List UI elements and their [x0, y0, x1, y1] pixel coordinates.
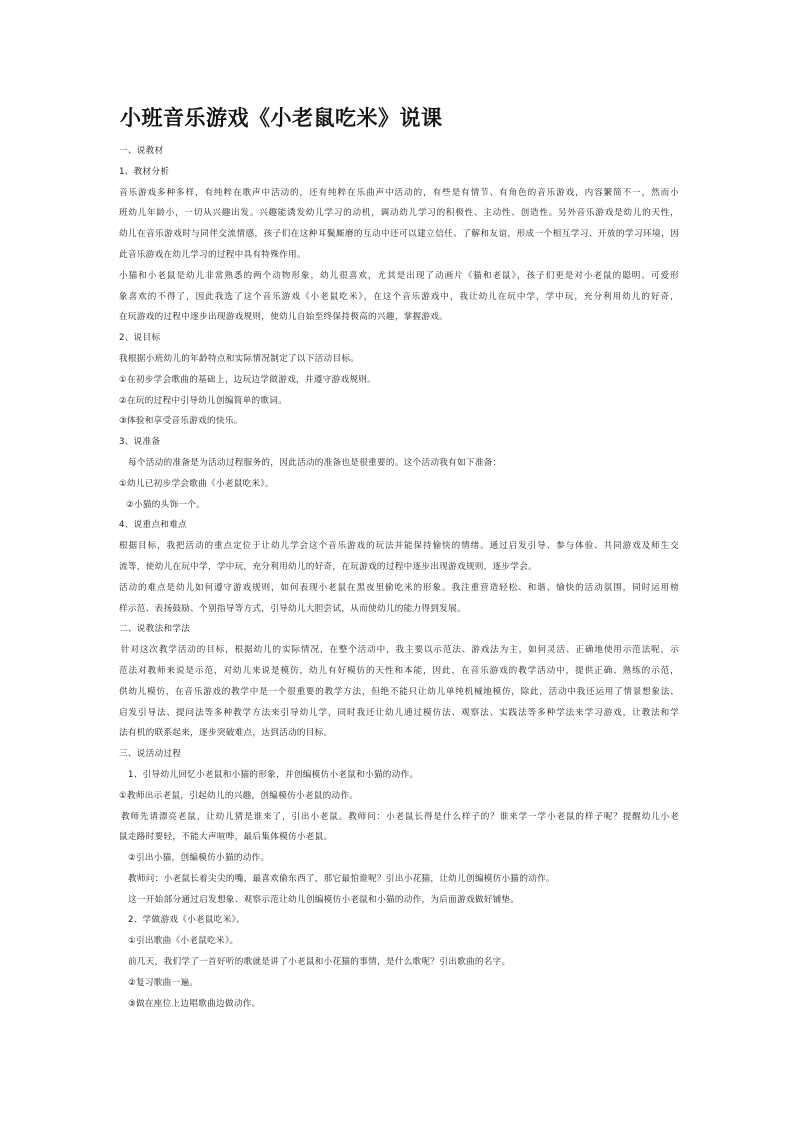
paragraph-line: 班幼儿年龄小，一切从兴趣出发。兴趣能诱发幼儿学习的动机，调动幼儿学习的积极性、主动性、创造性。另外音乐游戏是幼儿的天性， [119, 208, 679, 219]
paragraph-line: 音乐游戏多种多样，有纯粹在歌声中活动的，还有纯粹在乐曲声中活动的，有些是有情节、有角色的音乐游戏，内容繁简不一，然而小 [119, 187, 679, 198]
subsection-heading: 2、说目标 [119, 333, 161, 344]
paragraph-line: 幼儿在音乐游戏时与同伴交流情感，孩子们在这种耳鬓厮磨的互动中还可以建立信任、了解和友谊，形成一个相互学习、开放的学习环境，因 [119, 229, 679, 240]
paragraph-line: 样示范、表扬鼓励、个别指导等方式，引导幼儿大胆尝试，从而使幼儿的能力得到发展。 [119, 603, 466, 614]
paragraph-line: 1、引导幼儿回忆小老鼠和小猫的形象，并创编模仿小老鼠和小猫的动作。 [128, 769, 419, 780]
document-title: 小班音乐游戏《小老鼠吃米》说课 [120, 105, 443, 130]
paragraph-line: 根据目标，我把活动的重点定位于让幼儿学会这个音乐游戏的玩法并能保持愉快的情绪。通过启发引导、参与体验、共同游戏及师生交 [119, 541, 679, 552]
list-item: ②引出小猫，创编模仿小猫的动作。 [128, 853, 270, 864]
list-item: ③做在座位上边唱歌曲边做动作。 [128, 998, 261, 1009]
paragraph-line: 每个活动的准备是为活动过程服务的，因此活动的准备也是很重要的。这个活动我有如下准备： [128, 457, 502, 468]
paragraph-line: 启发引导法、提问法等多种教学方法来引导幼儿学，同时我还让幼儿通过模仿法、观察法、实践法等多种学法来学习游戏，让教法和学 [119, 707, 679, 718]
paragraph-line: 小猫和小老鼠是幼儿非常熟悉的两个动物形象，幼儿很喜欢，尤其是出现了动画片《猫和老鼠》，孩子们更是对小老鼠的聪明、可爱形 [119, 270, 679, 281]
paragraph-line: 这一开始部分通过启发想象、观察示范让幼儿创编模仿小老鼠和小猫的动作，为后面游戏做好铺垫。 [128, 894, 520, 905]
list-item: ②复习歌曲一遍。 [128, 977, 199, 988]
list-item: ①在初步学会歌曲的基础上，边玩边学做游戏，并遵守游戏规则。 [119, 374, 377, 385]
paragraph-line: 象喜欢的不得了，因此我选了这个音乐游戏《小老鼠吃米》，在这个音乐游戏中，我让幼儿在玩中学，学中玩，充分利用幼儿的好奇， [119, 291, 679, 302]
list-item: ②在玩的过程中引导幼儿创编简单的歌词。 [119, 395, 288, 406]
subsection-heading: 1、教材分析 [119, 166, 170, 177]
paragraph-line: 前几天，我们学了一首好听的歌就是讲了小老鼠和小花猫的事情，是什么歌呢？引出歌曲的名字。 [128, 957, 511, 968]
section-heading: 三、说活动过程 [119, 749, 182, 760]
paragraph-line: 我根据小班幼儿的年龄特点和实际情况制定了以下活动目标。 [119, 353, 360, 364]
list-item: ③体验和享受音乐游戏的快乐。 [119, 416, 243, 427]
paragraph-line: 教师问：小老鼠长着尖尖的嘴，最喜欢偷东西了，那它最怕谁呢？引出小花猫，让幼儿创编模仿小猫的动作。 [128, 873, 555, 884]
paragraph-line: 鼠走路时要轻，不能大声喧哗，最后集体模仿小老鼠。 [119, 832, 333, 843]
section-heading: 一、说教材 [119, 146, 164, 156]
list-item: ①幼儿已初步学会歌曲《小老鼠吃米》。 [119, 478, 274, 489]
paragraph-line: 在玩游戏的过程中逐步出现游戏规则，使幼儿自始至终保持极高的兴趣，掌握游戏。 [119, 312, 449, 323]
document-body [119, 141, 679, 1014]
paragraph-line: 法有机的联系起来，逐步突破难点，达到活动的目标。 [119, 728, 333, 739]
list-item: ②小猫的头饰一个。 [126, 499, 206, 510]
section-heading: 二、说教法和学法 [119, 624, 191, 635]
paragraph-line: 活动的难点是幼儿如何遵守游戏规则，如何表现小老鼠在黑夜里偷吃米的形象。我注重营造轻松、和谐、愉快的活动氛围，同时运用榜 [119, 582, 679, 593]
list-item: ①引出歌曲《小老鼠吃米》。 [128, 936, 239, 947]
list-item: ①教师出示老鼠，引起幼儿的兴趣，创编模仿小老鼠的动作。 [119, 790, 359, 801]
paragraph-line: 针对这次教学活动的目标，根据幼儿的实际情况，在整个活动中，我主要以示范法、游戏法为主，如何灵活、正确地使用示范法呢，示 [121, 645, 679, 656]
paragraph-line: 教师先请漂亮老鼠，让幼儿猜是谁来了，引出小老鼠。教师问：小老鼠长得是什么样子的？谁来学一学小老鼠的样子呢？提醒幼儿小老 [121, 811, 679, 822]
subsection-heading: 4、说重点和难点 [119, 520, 188, 531]
subsection-heading: 3、说准备 [119, 437, 161, 448]
paragraph-line: 流等，使幼儿在玩中学，学中玩，充分利用幼儿的好奇，在玩游戏的过程中逐步出现游戏规则，逐步学会。 [119, 561, 538, 572]
paragraph-line: 此音乐游戏在幼儿学习的过程中具有特殊作用。 [119, 249, 306, 260]
paragraph-line: 供幼儿模仿，在音乐游戏的教学中是一个很重要的教学方法，但绝不能只让幼儿单纯机械地模仿，除此，活动中我还运用了情景想象法、 [119, 686, 679, 697]
paragraph-line: 范法对教师来说是示范，对幼儿来说是模仿，幼儿有好模仿的天性和本能，因此，在音乐游戏的教学活动中，提供正确、熟练的示范， [119, 665, 679, 676]
paragraph-line: 2、学做游戏《小老鼠吃米》。 [128, 915, 246, 926]
